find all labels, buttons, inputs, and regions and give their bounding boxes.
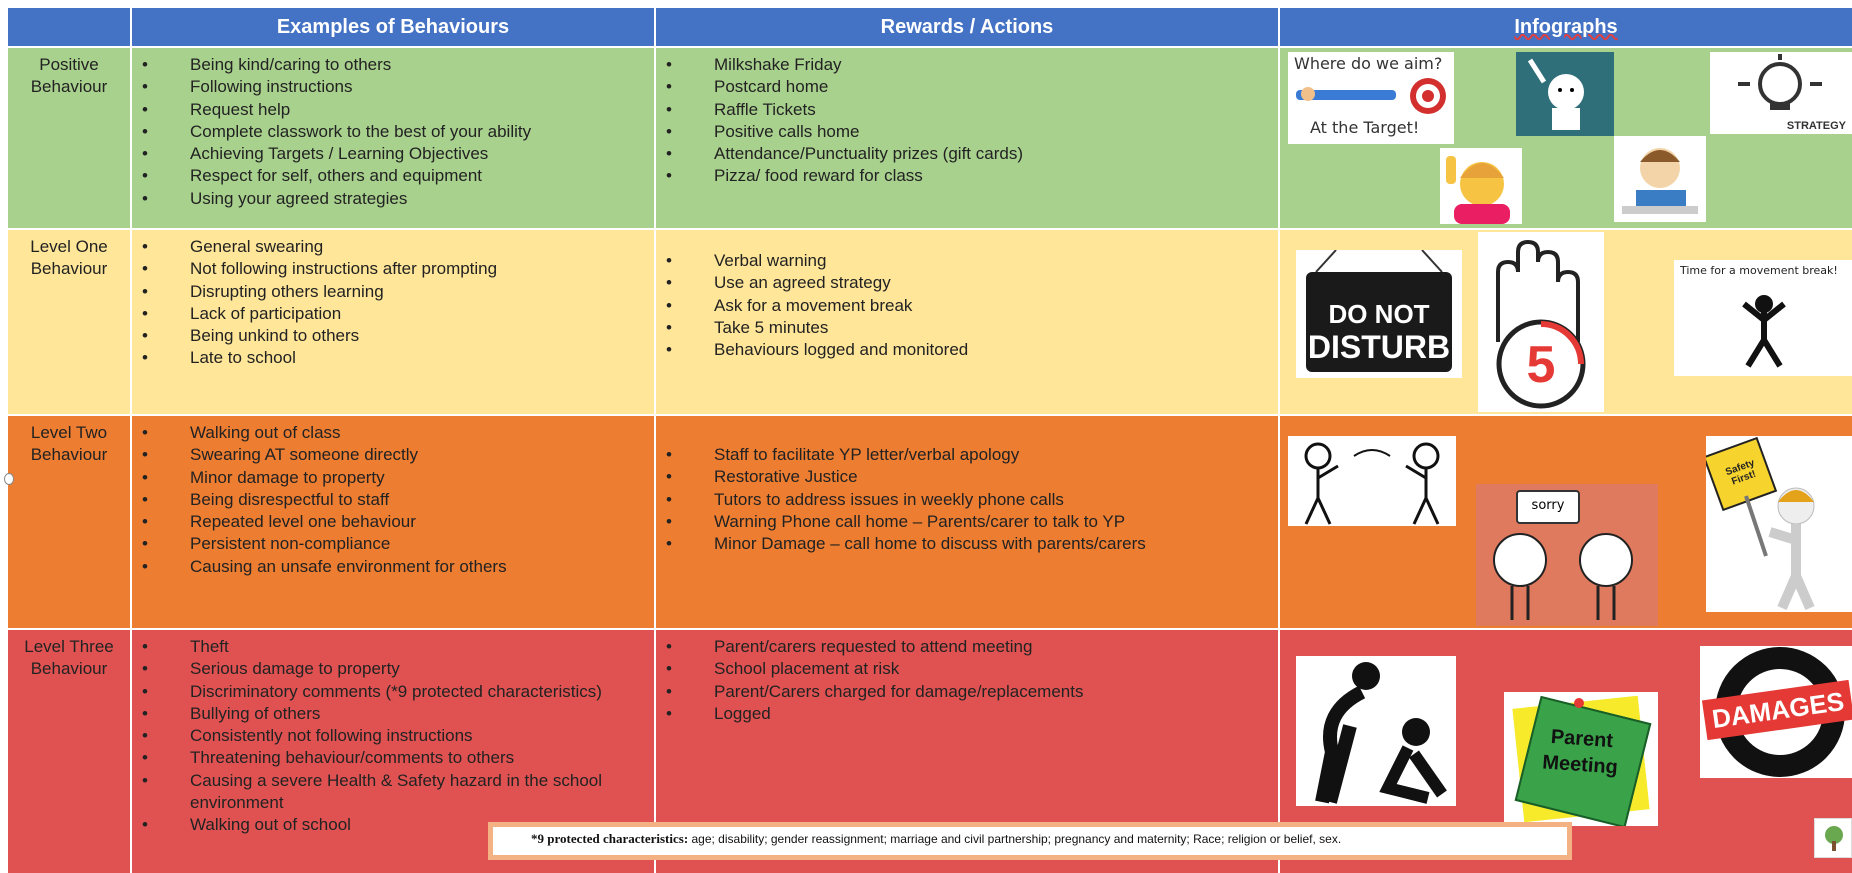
level-label: Level Two Behaviour	[8, 416, 132, 628]
list-item: • Use an agreed strategy	[656, 272, 1278, 294]
list-item: • Consistently not following instructions	[132, 725, 654, 747]
list-item: • Parent/carers requested to attend meeting	[656, 636, 1278, 658]
parent-meeting-text: Parent Meeting	[1541, 725, 1619, 779]
list-item: • Positive calls home	[656, 121, 1278, 143]
safety-sign-icon	[1706, 436, 1852, 612]
list-item: • Warning Phone call home – Parents/carer to talk to YP	[656, 511, 1278, 533]
list-item: • Not following instructions after prompting	[132, 258, 654, 280]
behaviours-cell	[132, 230, 656, 414]
row-positive	[8, 46, 1852, 228]
list-item: • Lack of participation	[132, 303, 654, 325]
level-label: Level One Behaviour	[8, 230, 132, 414]
list-item: • Postcard home	[656, 76, 1278, 98]
movement-break-text: Time for a movement break!	[1680, 264, 1838, 277]
list-item: • Serious damage to property	[132, 658, 654, 680]
actions-cell	[656, 230, 1280, 414]
actions-cell	[656, 416, 1280, 628]
safety-first-text: Safety First!	[1724, 457, 1758, 488]
behaviour-list	[132, 48, 654, 210]
list-item: • Repeated level one behaviour	[132, 511, 654, 533]
list-item: • Milkshake Friday	[656, 54, 1278, 76]
damages-image	[1700, 646, 1852, 778]
sorry-image	[1476, 484, 1658, 626]
list-item: • Complete classwork to the best of your ability	[132, 121, 654, 143]
header-infographs: Infographs	[1280, 8, 1852, 46]
tree-logo-icon	[1815, 819, 1852, 858]
behaviour-list	[132, 630, 654, 837]
boy-writing-icon	[1614, 136, 1706, 222]
footnote-box	[488, 822, 1572, 860]
list-item: • Attendance/Punctuality prizes (gift cards)	[656, 143, 1278, 165]
list-item: • Persistent non-compliance	[132, 533, 654, 555]
sorry-bubble: sorry	[1516, 490, 1580, 524]
aim-bottom-text: At the Target!	[1310, 118, 1420, 137]
help-figure-image	[1516, 52, 1614, 136]
boy-working-image	[1614, 136, 1706, 222]
list-item: • Being unkind to others	[132, 325, 654, 347]
list-item: • School placement at risk	[656, 658, 1278, 680]
list-item: • Threatening behaviour/comments to others	[132, 747, 654, 769]
target-icon	[1288, 72, 1454, 118]
list-item: • Walking out of class	[132, 422, 654, 444]
phone-call-icon	[1288, 436, 1456, 526]
hand-raise-emoji-image	[1440, 148, 1522, 224]
strategy-image	[1710, 52, 1852, 134]
header-blank	[8, 8, 132, 46]
infographs-cell	[1280, 416, 1852, 628]
behaviour-table	[8, 8, 1852, 873]
movement-break-image	[1674, 260, 1852, 376]
parent-meeting-image	[1504, 692, 1658, 826]
list-item: • Staff to facilitate YP letter/verbal apology	[656, 444, 1278, 466]
list-item: • Request help	[132, 99, 654, 121]
action-list	[656, 48, 1278, 188]
list-item: • Logged	[656, 703, 1278, 725]
school-logo	[1814, 818, 1852, 858]
infographs-cell	[1280, 230, 1852, 414]
footnote-rest: age; disability; gender reassignment; marriage and civil partnership; pregnancy and maternity; Race; religion or belief, sex.	[688, 832, 1342, 846]
list-item: • Swearing AT someone directly	[132, 444, 654, 466]
list-item: • Tutors to address issues in weekly phone calls	[656, 489, 1278, 511]
safety-first-image	[1706, 436, 1852, 612]
list-item: • Pizza/ food reward for class	[656, 165, 1278, 187]
two-figures-icon	[1476, 524, 1658, 624]
row-level-one	[8, 228, 1852, 414]
behaviours-cell	[132, 416, 656, 628]
bullying-icon	[1296, 656, 1456, 806]
list-item: • Achieving Targets / Learning Objectives	[132, 143, 654, 165]
behaviour-list	[132, 230, 654, 370]
list-item: • Being kind/caring to others	[132, 54, 654, 76]
list-item: • Being disrespectful to staff	[132, 489, 654, 511]
list-item: • General swearing	[132, 236, 654, 258]
list-item: • Theft	[132, 636, 654, 658]
five-minutes-image	[1478, 232, 1604, 412]
list-item: • Respect for self, others and equipment	[132, 165, 654, 187]
do-not-disturb-image	[1296, 250, 1462, 378]
bullying-image	[1296, 656, 1456, 806]
row-level-two	[8, 414, 1852, 628]
list-item: • Ask for a movement break	[656, 295, 1278, 317]
actions-cell	[656, 48, 1280, 228]
behaviours-cell	[132, 48, 656, 228]
dnd-text-1: DO NOT	[1328, 299, 1430, 329]
phone-call-image	[1288, 436, 1456, 526]
resize-handle[interactable]	[4, 473, 14, 485]
strategy-text: STRATEGY	[1786, 120, 1846, 132]
list-item: • Causing a severe Health & Safety hazard in the school environment	[132, 770, 654, 815]
list-item: • Disrupting others learning	[132, 281, 654, 303]
level-label: Level Three Behaviour	[8, 630, 132, 873]
list-item: • Restorative Justice	[656, 466, 1278, 488]
five-text: 5	[1526, 336, 1556, 394]
person-raising-hand-icon	[1440, 148, 1522, 224]
list-item: • Late to school	[132, 347, 654, 369]
list-item: • Following instructions	[132, 76, 654, 98]
list-item: • Minor Damage – call home to discuss with parents/carers	[656, 533, 1278, 555]
list-item: • Causing an unsafe environment for others	[132, 556, 654, 578]
behaviour-list	[132, 416, 654, 578]
raise-hand-icon	[1516, 52, 1614, 136]
footnote-bold: *9 protected characteristics:	[531, 831, 689, 846]
aim-target-image	[1288, 52, 1454, 144]
pin-icon	[1574, 698, 1584, 708]
header-rewards: Rewards / Actions	[656, 8, 1280, 46]
level-label: Positive Behaviour	[8, 48, 132, 228]
list-item: • Walking out of school	[132, 814, 654, 836]
damages-banner: DAMAGES	[1702, 680, 1852, 740]
list-item: • Parent/Carers charged for damage/replacements	[656, 681, 1278, 703]
dnd-text-2: DISTURB	[1307, 329, 1451, 365]
action-list	[656, 630, 1278, 725]
aim-top-text: Where do we aim?	[1294, 54, 1443, 73]
list-item: • Minor damage to property	[132, 467, 654, 489]
list-item: • Behaviours logged and monitored	[656, 339, 1278, 361]
list-item: • Verbal warning	[656, 250, 1278, 272]
list-item: • Bullying of others	[132, 703, 654, 725]
list-item: • Raffle Tickets	[656, 99, 1278, 121]
header-examples: Examples of Behaviours	[132, 8, 656, 46]
list-item: • Discriminatory comments (*9 protected characteristics)	[132, 681, 654, 703]
action-list	[656, 416, 1278, 555]
list-item: • Take 5 minutes	[656, 317, 1278, 339]
action-list	[656, 230, 1278, 361]
jumping-figure-icon	[1734, 290, 1794, 370]
list-item: • Using your agreed strategies	[132, 188, 654, 210]
footnote-text	[493, 827, 1567, 855]
infographs-cell	[1280, 48, 1852, 228]
